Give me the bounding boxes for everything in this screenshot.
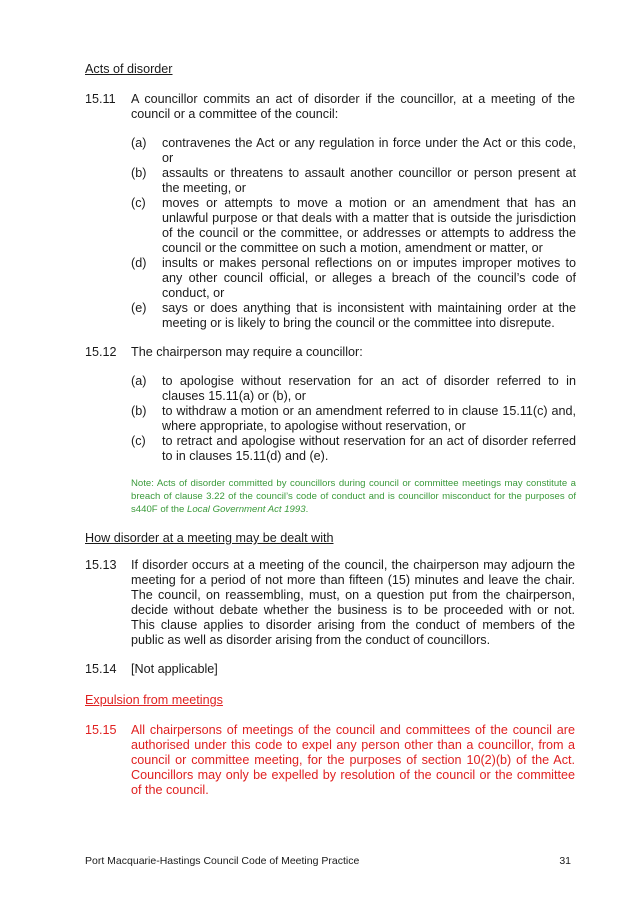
item-text: to apologise without reservation for an act of disorder referred to in clauses 15.11(a) or (b), or — [162, 374, 576, 403]
list-item — [131, 256, 576, 301]
clause-text: All chairpersons of meetings of the council and committees of the council are authorised under this code to expel any person other than a councillor, from a council or committee meeting, for the purposes of section 10(2)(b) of the Act. Councillors may only be expelled by resolution of the council or the committee of the council. — [131, 723, 575, 797]
clause-number: 15.15 — [85, 723, 117, 737]
clause-text: A councillor commits an act of disorder if the councillor, at a meeting of the council or a committee of the council: — [131, 92, 575, 121]
note-text: Note: Acts of disorder committed by councillors during council or committee meetings may constitute a breach of clause 3.22 of the council’s code of conduct and is councillor misconduct for the purposes of s440F of the — [131, 478, 576, 515]
item-label: (c) — [131, 196, 146, 210]
how-disorder-heading: How disorder at a meeting may be dealt with — [85, 531, 334, 545]
list-item — [131, 136, 576, 166]
item-text: insults or makes personal reflections on or imputes improper motives to any other council official, or alleges a breach of the council’s code of conduct, or — [162, 256, 576, 300]
clause-15-12 — [85, 345, 575, 360]
list-item — [131, 404, 576, 434]
expulsion-heading: Expulsion from meetings — [85, 693, 223, 707]
clause-number: 15.14 — [85, 662, 117, 676]
clause-text: If disorder occurs at a meeting of the council, the chairperson may adjourn the meeting for a period of not more than fifteen (15) minutes and leave the chair. The council, on reassembling, must, on a question put from the chairperson, decide without debate whether the business is to be proceeded with or not. This clause applies to disorder arising from the conduct of members of the public as well as disorder arising from the conduct of councillors. — [131, 558, 575, 647]
note-act-title: Local Government Act 1993 — [187, 504, 306, 515]
clause-text: [Not applicable] — [131, 662, 218, 676]
item-text: assaults or threatens to assault another councillor or person present at the meeting, or — [162, 166, 576, 195]
list-item — [131, 301, 576, 331]
page-footer — [85, 855, 575, 867]
clause-15-11-list — [131, 136, 576, 331]
list-item — [131, 196, 576, 256]
list-item — [131, 434, 576, 464]
clause-number: 15.12 — [85, 345, 117, 359]
list-item — [131, 166, 576, 196]
item-label: (a) — [131, 374, 147, 388]
item-label: (c) — [131, 434, 146, 448]
clause-15-12-list — [131, 374, 576, 464]
item-label: (b) — [131, 404, 147, 418]
acts-of-disorder-heading: Acts of disorder — [85, 62, 173, 76]
item-label: (b) — [131, 166, 147, 180]
clause-text: The chairperson may require a councillor: — [131, 345, 363, 359]
item-label: (e) — [131, 301, 147, 315]
list-item — [131, 374, 576, 404]
item-text: to retract and apologise without reservation for an act of disorder referred to in clauses 15.11(d) and (e). — [162, 434, 576, 463]
item-text: says or does anything that is inconsistent with maintaining order at the meeting or is likely to bring the council or the committee into disrepute. — [162, 301, 576, 330]
note — [131, 477, 576, 516]
item-label: (d) — [131, 256, 147, 270]
clause-number: 15.13 — [85, 558, 117, 572]
item-label: (a) — [131, 136, 147, 150]
clause-15-14 — [85, 662, 575, 677]
clause-15-11 — [85, 92, 575, 122]
note-end: . — [305, 504, 309, 515]
clause-number: 15.11 — [85, 92, 116, 106]
item-text: contravenes the Act or any regulation in force under the Act or this code, or — [162, 136, 576, 165]
footer-title: Port Macquarie-Hastings Council Code of Meeting Practice — [85, 855, 360, 867]
clause-15-15 — [85, 723, 575, 798]
page-number: 31 — [559, 855, 571, 867]
item-text: moves or attempts to move a motion or an amendment that has an unlawful purpose or that deals with a matter that is outside the jurisdiction of the council or the committee, or addresses or attempts to address the council or the committee on such a motion, amendment or matter, or — [162, 196, 576, 255]
item-text: to withdraw a motion or an amendment referred to in clause 15.11(c) and, where appropriate, to apologise without reservation, or — [162, 404, 576, 433]
clause-15-13 — [85, 558, 575, 648]
